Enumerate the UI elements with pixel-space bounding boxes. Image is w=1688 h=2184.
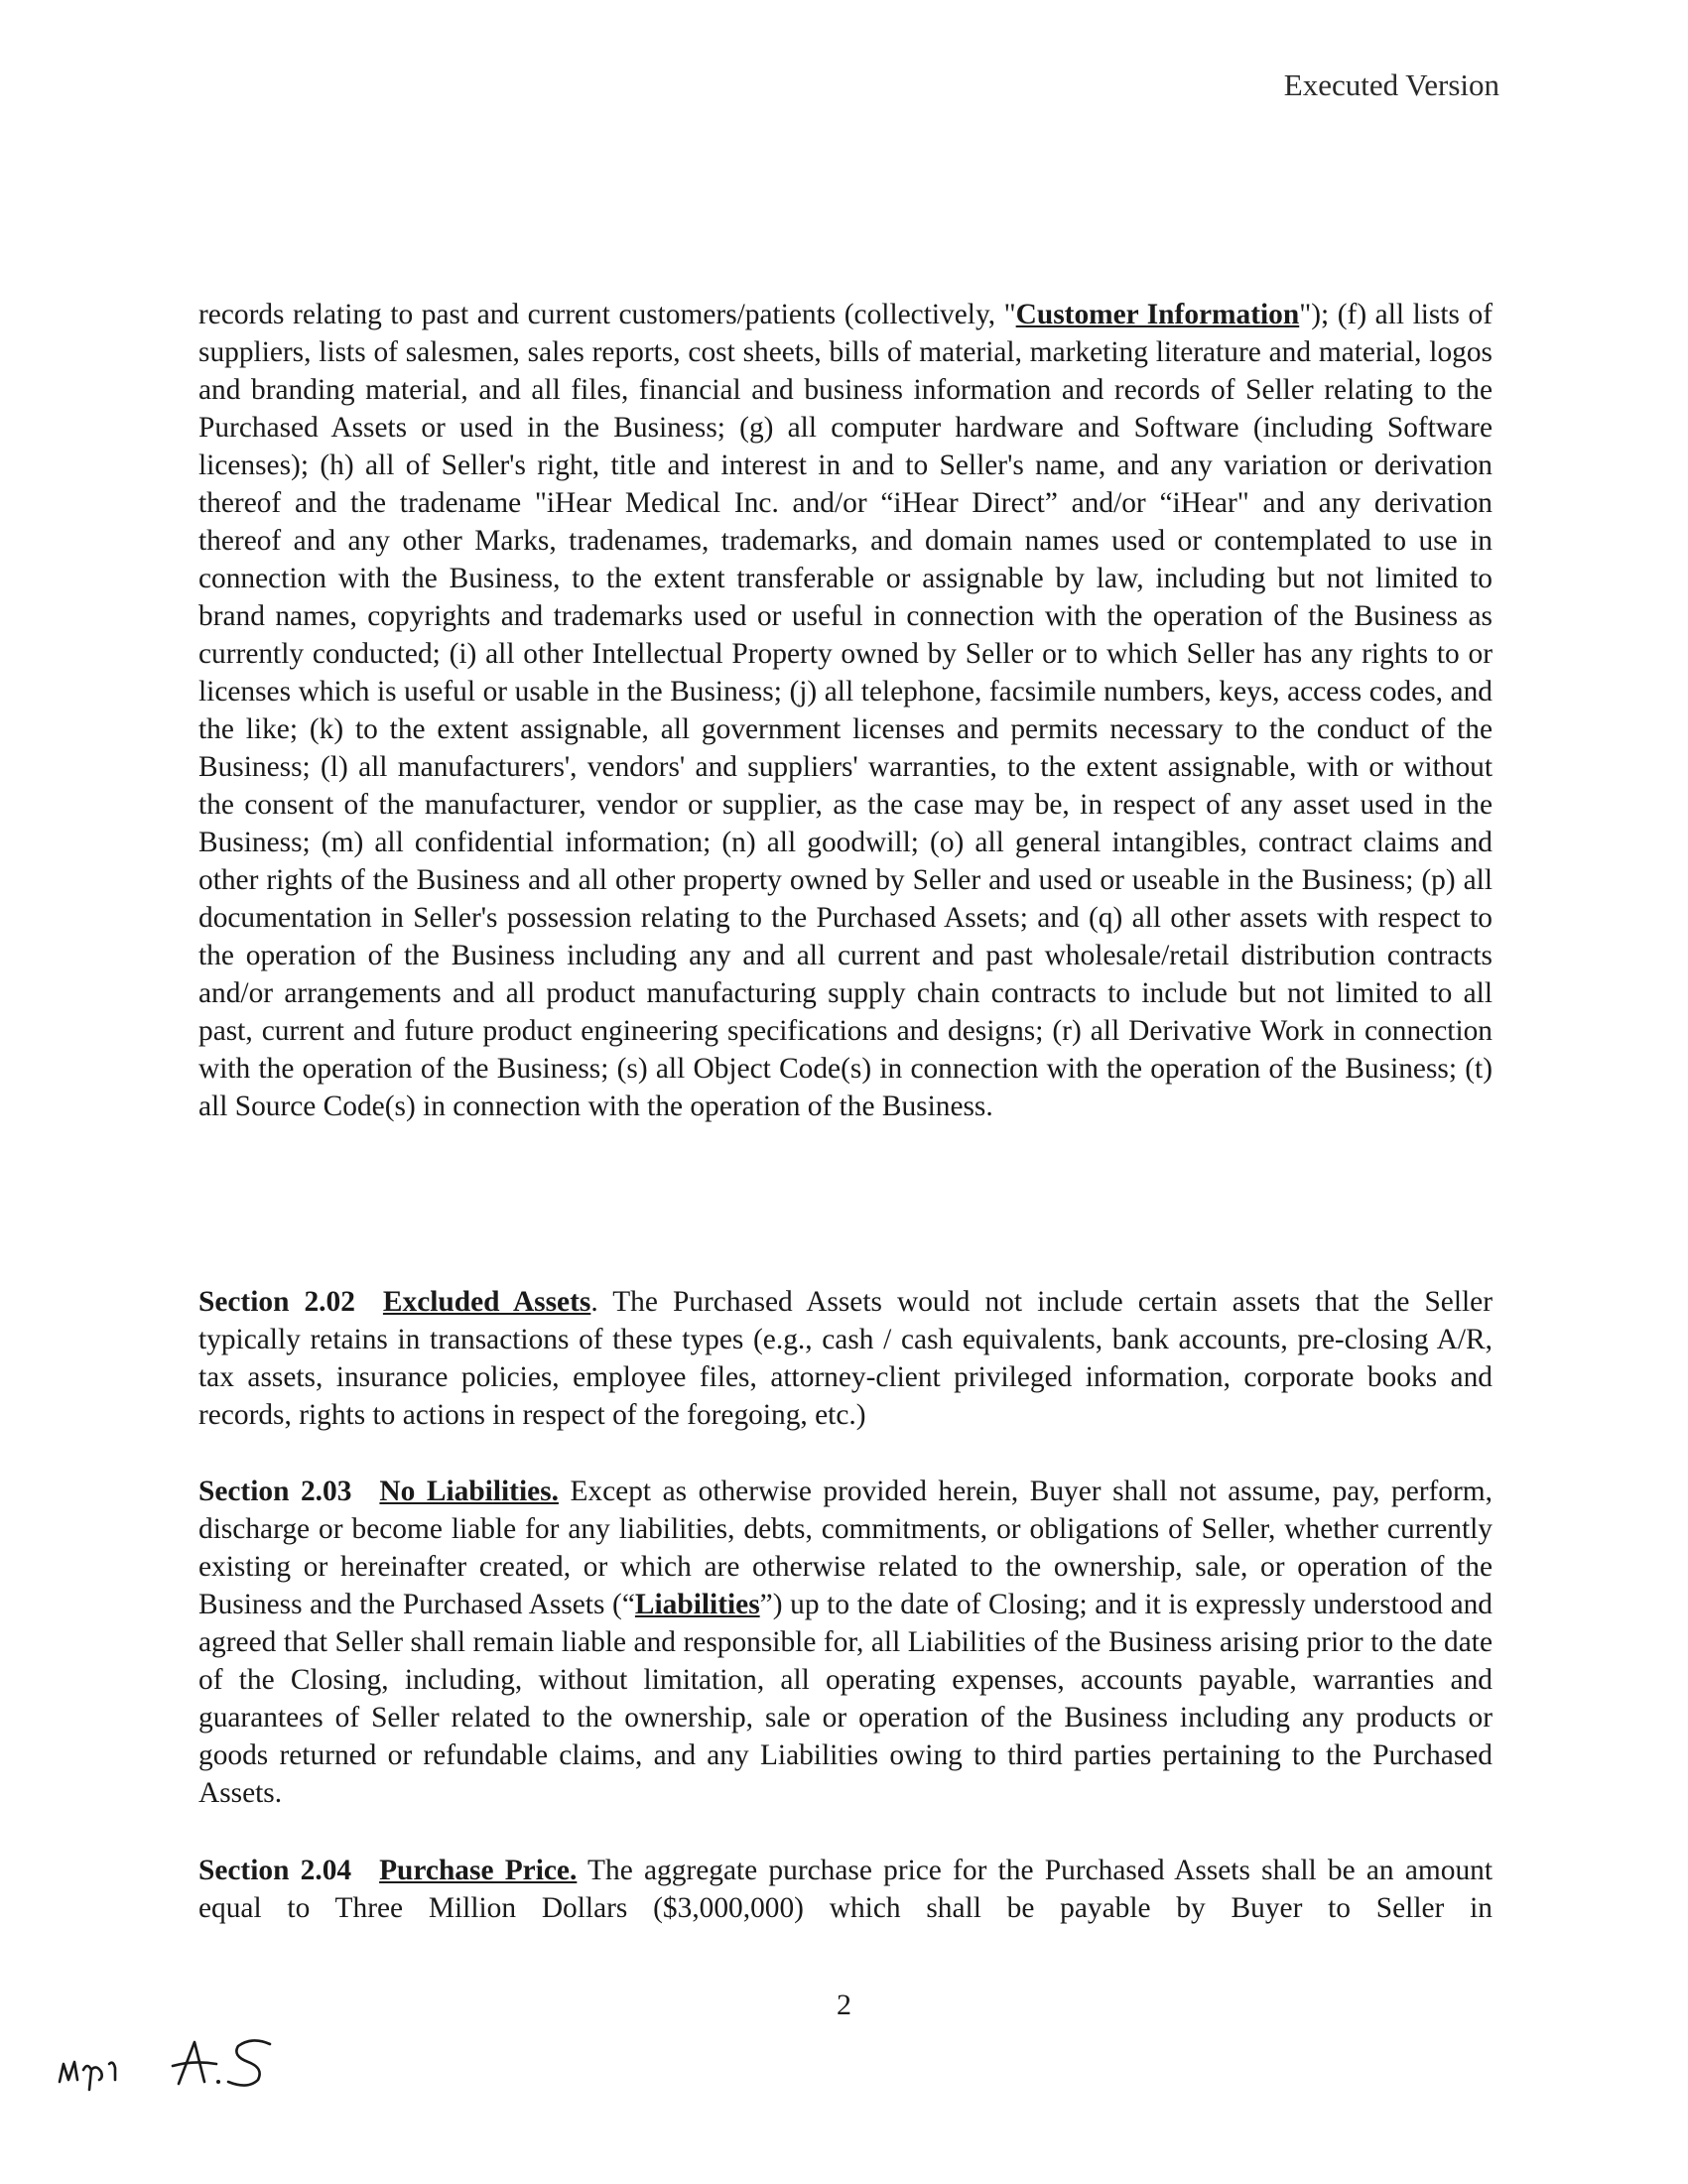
defined-term-customer-information: Customer Information <box>1015 299 1300 330</box>
section-2-02 <box>198 1283 1493 1434</box>
section-title-no-liabilities: No Liabilities. <box>379 1476 559 1507</box>
section-title-purchase-price: Purchase Price. <box>379 1855 578 1886</box>
document-version-label: Executed Version <box>1283 67 1499 102</box>
intro-lead-text: records relating to past and current customers/patients (collectively, " <box>198 299 1016 330</box>
defined-term-liabilities: Liabilities <box>634 1589 760 1620</box>
section-body-text: The Purchased Assets would not include certain assets that the Seller typically retains in transactions of these types (e.g., cash / cash equivalents, bank accounts, pre-closing A/R, tax assets, insurance policies, employee files, attorney-client privileged information, corporate books and records, rights to actions in respect of the foregoing, etc.) <box>198 1286 1493 1431</box>
section-2-04 <box>198 1852 1493 1927</box>
section-body-text: Except as otherwise provided herein, Buyer shall not assume, pay, perform, discharge or become liable for any liabilities, debts, commitments, or obligations of Seller, whether currently existing or hereinafter created, or which are otherwise related to the ownership, sale, or operation of the Business and the Purchased Assets (“ <box>198 1476 1493 1620</box>
section-title-punctuation: . <box>590 1286 598 1318</box>
intro-paragraph <box>198 296 1493 1125</box>
section-2-03 <box>198 1473 1493 1812</box>
intro-body-text: "); (f) all lists of suppliers, lists of salesmen, sales reports, cost sheets, bills of material, marketing literature and material, logos and branding material, and all files, financial and business information and records of Seller relating to the Purchased Assets or used in the Business; (g) all computer hardware and Software (including Software licenses); (h) all of Seller's right, title and interest in and to Seller's name, and any variation or derivation thereof and the tradename "iHear Medical Inc. and/or “iHear Direct” and/or “iHear" and any derivation thereof and any other Marks, tradenames, trademarks, and domain names used or contemplated to use in connection with the Business, to the extent transferable or assignable by law, including but not limited to brand names, copyrights and trademarks used or useful in connection with the operation of the Business as currently conducted; (i) all other Intellectual Property owned by Seller or to which Seller has any rights to or licenses which is useful or usable in the Business; (j) all telephone, facsimile numbers, keys, access codes, and the like; (k) to the extent assignable, all government licenses and permits necessary to the conduct of the Business; (l) all manufacturers', vendors' and suppliers' warranties, to the extent assignable, with or without the consent of the manufacturer, vendor or supplier, as the case may be, in respect of any asset used in the Business; (m) all confidential information; (n) all goodwill; (o) all general intangibles, contract claims and other rights of the Business and all other property owned by Seller and used or useable in the Business; (p) all documentation in Seller's possession relating to the Purchased Assets; and (q) all other assets with respect to the operation of the Business including any and all current and past wholesale/retail distribution contracts and/or arrangements and all product manufacturing supply chain contracts to include but not limited to all past, current and future product engineering specifications and designs; (r) all Derivative Work in connection with the operation of the Business; (s) all Object Code(s) in connection with the operation of the Business; (t) all Source Code(s) in connection with the operation of the Business. <box>198 299 1493 1122</box>
section-title-excluded-assets: Excluded Assets <box>382 1286 591 1318</box>
page-number: 2 <box>837 1989 851 2021</box>
section-body-text: The aggregate purchase price for the Purchased Assets shall be an amount equal to Three Million Dollars ($3,000,000) which shall be payable by Buyer to Seller in <box>198 1855 1493 1924</box>
section-number: Section 2.03 <box>198 1476 352 1507</box>
handwritten-initials <box>50 2024 298 2104</box>
section-body-text-continued: ”) up to the date of Closing; and it is expressly understood and agreed that Seller shall remain liable and responsible for, all Liabilities of the Business arising prior to the date of the Closing, including, without limitation, all operating expenses, accounts payable, warranties and guarantees of Seller related to the ownership, sale or operation of the Business including any products or goods returned or refundable claims, and any Liabilities owing to third parties pertaining to the Purchased Assets. <box>198 1589 1493 1809</box>
section-number: Section 2.04 <box>198 1855 352 1886</box>
section-number: Section 2.02 <box>198 1286 355 1318</box>
